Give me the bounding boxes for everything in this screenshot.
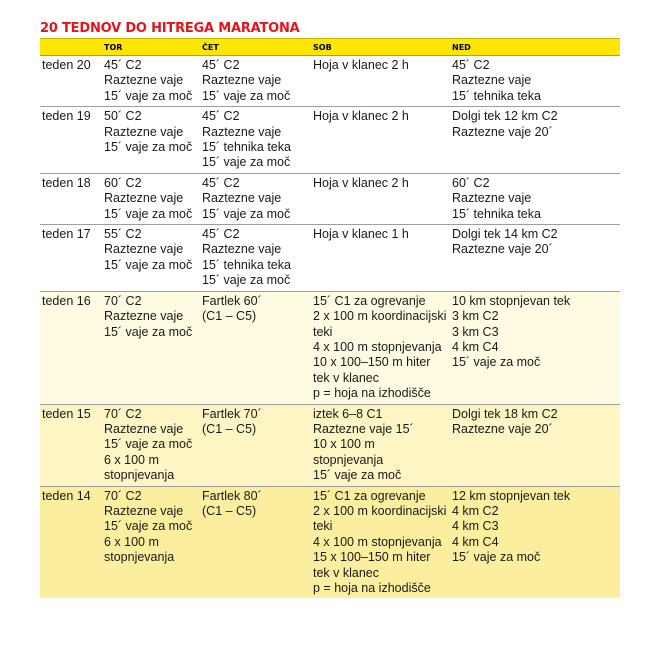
cell-line: Hoja v klanec 2 h <box>313 58 409 72</box>
cell-line: Raztezne vaje <box>104 242 184 257</box>
cell-line: 60´ C2 <box>452 175 490 190</box>
table-row <box>40 486 620 598</box>
cell-line: Dolgi tek 12 km C2 <box>452 109 558 124</box>
week-label: teden 20 <box>40 56 102 107</box>
cell-line: tek v klanec <box>313 370 380 385</box>
cell-line: Hoja v klanec 2 h <box>313 175 409 190</box>
cell-line: p = hoja na izhodišče <box>313 386 431 401</box>
cell-tor <box>102 107 200 174</box>
cell-line: 15´ vaje za moč <box>104 140 193 155</box>
cell-ned <box>450 291 620 404</box>
cell-line: 45´ C2 <box>104 58 142 72</box>
cell-ned <box>450 173 620 224</box>
cell-line: Fartlek 60´ <box>202 293 262 308</box>
cell-line: (C1 – C5) <box>202 503 257 518</box>
cell-ned <box>450 56 620 107</box>
cell-line: Raztezne vaje 20´ <box>452 124 553 139</box>
cell-line: Raztezne vaje <box>104 124 184 139</box>
cell-line: stopnjevanja <box>313 452 384 467</box>
page-title: 20 TEDNOV DO HITREGA MARATONA <box>40 21 300 36</box>
cell-line: 15´ vaje za moč <box>202 273 291 288</box>
cell-sob <box>311 225 450 292</box>
cell-line: 15´ vaje za moč <box>104 437 193 452</box>
cell-line: teki <box>313 519 333 534</box>
cell-line: Dolgi tek 18 km C2 <box>452 406 558 421</box>
cell-line: 15´ vaje za moč <box>104 324 193 339</box>
cell-ned <box>450 225 620 292</box>
cell-line: Fartlek 80´ <box>202 488 262 503</box>
cell-line: 55´ C2 <box>104 227 142 242</box>
cell-sob <box>311 56 450 107</box>
cell-line: Raztezne vaje <box>104 73 184 88</box>
cell-line: Raztezne vaje <box>104 309 184 324</box>
cell-line: Raztezne vaje <box>104 191 184 206</box>
cell-line: 10 x 100 m <box>313 437 375 452</box>
cell-line: Raztezne vaje <box>202 191 282 206</box>
cell-line: 15 x 100–150 m hiter <box>313 550 431 565</box>
week-label: teden 15 <box>40 404 102 486</box>
cell-line: 4 km C4 <box>452 339 499 354</box>
cell-sob <box>311 486 450 598</box>
cell-line: Raztezne vaje <box>452 191 532 206</box>
cell-line: Fartlek 70´ <box>202 406 262 421</box>
week-label: teden 18 <box>40 173 102 224</box>
cell-line: tek v klanec <box>313 565 380 580</box>
cell-cet <box>200 225 311 292</box>
cell-line: 45´ C2 <box>202 109 240 124</box>
cell-line: stopnjevanja <box>104 550 175 565</box>
cell-line: Raztezne vaje <box>202 73 282 88</box>
cell-line: 15´ vaje za moč <box>313 468 402 483</box>
cell-ned <box>450 486 620 598</box>
cell-line: 15´ tehnika teka <box>452 88 541 103</box>
cell-line: 45´ C2 <box>202 227 240 242</box>
cell-line: 4 x 100 m stopnjevanja <box>313 534 442 549</box>
cell-line: 15´ vaje za moč <box>104 206 193 221</box>
cell-line: 15´ vaje za moč <box>104 519 193 534</box>
cell-line: 15´ vaje za moč <box>202 88 291 103</box>
cell-line: Raztezne vaje <box>202 124 282 139</box>
cell-line: 2 x 100 m koordinacijski <box>313 503 447 518</box>
cell-line: 70´ C2 <box>104 293 142 308</box>
cell-line: 15´ vaje za moč <box>452 550 541 565</box>
cell-line: 15´ tehnika teka <box>452 206 541 221</box>
cell-line: 70´ C2 <box>104 488 142 503</box>
cell-line: 15´ C1 za ogrevanje <box>313 293 426 308</box>
cell-line: 15´ vaje za moč <box>104 257 193 272</box>
cell-line: Dolgi tek 14 km C2 <box>452 227 558 242</box>
cell-sob <box>311 173 450 224</box>
cell-line: (C1 – C5) <box>202 309 257 324</box>
table-row <box>40 225 620 292</box>
cell-line: 10 x 100–150 m hiter <box>313 355 431 370</box>
cell-sob <box>311 291 450 404</box>
cell-line: 10 km stopnjevan tek <box>452 293 571 308</box>
cell-ned <box>450 107 620 174</box>
column-header-sob: SOB <box>311 39 450 56</box>
cell-tor <box>102 56 200 107</box>
cell-tor <box>102 225 200 292</box>
cell-line: 50´ C2 <box>104 109 142 124</box>
column-header-tor: TOR <box>102 39 200 56</box>
table-row <box>40 107 620 174</box>
cell-line: 15´ tehnika teka <box>202 257 291 272</box>
cell-line: Raztezne vaje 20´ <box>452 242 553 257</box>
cell-line: Raztezne vaje <box>104 503 184 518</box>
cell-line: 12 km stopnjevan tek <box>452 488 571 503</box>
week-label: teden 19 <box>40 107 102 174</box>
cell-cet <box>200 56 311 107</box>
cell-line: teki <box>313 324 333 339</box>
column-header-ned: NED <box>450 39 620 56</box>
cell-line: Hoja v klanec 1 h <box>313 227 409 242</box>
cell-tor <box>102 291 200 404</box>
cell-line: 70´ C2 <box>104 406 142 421</box>
cell-cet <box>200 173 311 224</box>
cell-cet <box>200 404 311 486</box>
cell-sob <box>311 107 450 174</box>
table-row <box>40 173 620 224</box>
cell-line: 45´ C2 <box>452 58 490 72</box>
cell-line: Raztezne vaje 20´ <box>452 421 553 436</box>
cell-sob <box>311 404 450 486</box>
table-row <box>40 56 620 107</box>
training-plan-table <box>40 38 620 598</box>
cell-ned <box>450 404 620 486</box>
week-label: teden 14 <box>40 486 102 598</box>
cell-tor <box>102 404 200 486</box>
cell-tor <box>102 173 200 224</box>
cell-line: 4 km C4 <box>452 534 499 549</box>
cell-line: 15´ vaje za moč <box>452 355 541 370</box>
cell-line: Hoja v klanec 2 h <box>313 109 409 124</box>
cell-line: 3 km C3 <box>452 324 499 339</box>
cell-tor <box>102 486 200 598</box>
column-header-cet: ČET <box>200 39 311 56</box>
cell-line: 45´ C2 <box>202 175 240 190</box>
cell-cet <box>200 107 311 174</box>
cell-line: 3 km C2 <box>452 309 499 324</box>
cell-line: iztek 6–8 C1 <box>313 406 383 421</box>
cell-cet <box>200 486 311 598</box>
document-page <box>40 20 620 598</box>
cell-line: 4 x 100 m stopnjevanja <box>313 339 442 354</box>
cell-line: p = hoja na izhodišče <box>313 581 431 595</box>
cell-line: (C1 – C5) <box>202 421 257 436</box>
table-body <box>40 56 620 599</box>
table-row <box>40 404 620 486</box>
cell-line: Raztezne vaje <box>452 73 532 88</box>
cell-line: 6 x 100 m <box>104 534 159 549</box>
cell-line: 6 x 100 m <box>104 452 159 467</box>
table-row <box>40 291 620 404</box>
cell-line: 45´ C2 <box>202 58 240 72</box>
cell-line: 15´ vaje za moč <box>104 88 193 103</box>
cell-line: Raztezne vaje <box>104 421 184 436</box>
cell-line: 60´ C2 <box>104 175 142 190</box>
cell-line: Raztezne vaje <box>202 242 282 257</box>
week-label: teden 16 <box>40 291 102 404</box>
cell-line: stopnjevanja <box>104 468 175 483</box>
cell-line: 2 x 100 m koordinacijski <box>313 309 447 324</box>
table-header-row <box>40 39 620 56</box>
cell-line: 4 km C3 <box>452 519 499 534</box>
cell-line: 15´ tehnika teka <box>202 140 291 155</box>
cell-line: 15´ vaje za moč <box>202 155 291 170</box>
column-header-week <box>40 39 102 56</box>
cell-line: 15´ vaje za moč <box>202 206 291 221</box>
cell-cet <box>200 291 311 404</box>
cell-line: 15´ C1 za ogrevanje <box>313 488 426 503</box>
cell-line: Raztezne vaje 15´ <box>313 421 414 436</box>
week-label: teden 17 <box>40 225 102 292</box>
cell-line: 4 km C2 <box>452 503 499 518</box>
